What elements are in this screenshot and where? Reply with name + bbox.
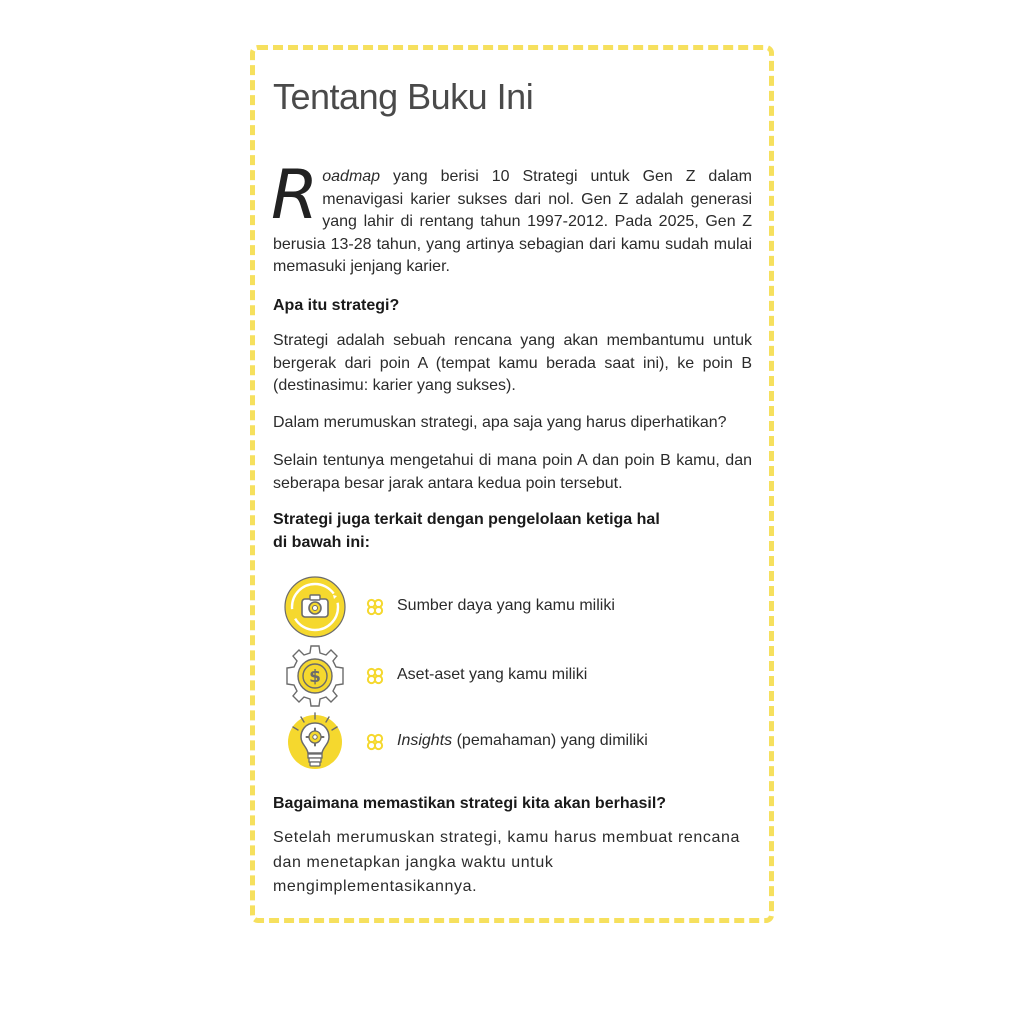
question-what-is-strategy: Apa itu strategi? bbox=[273, 297, 400, 314]
item-label-insights-rest: (pemahaman) yang dimiliki bbox=[452, 732, 648, 749]
list-item bbox=[273, 644, 752, 708]
intro-text: yang berisi 10 Strategi untuk Gen Z dalam menavigasi karier sukses dari nol. Gen Z adalah generasi yang lahir di rentang tahun 1997-2012. Pada 2025, Gen Z berusia 13-28 tahun, yang artinya sebagian dari kamu sudah mulai memasuki jenjang karier. bbox=[273, 168, 752, 276]
bullet-icon bbox=[366, 667, 384, 685]
dollar-gear-icon bbox=[283, 644, 347, 708]
question-considerations: Dalam merumuskan strategi, apa saja yang harus diperhatikan? bbox=[273, 414, 727, 431]
svg-text:$: $ bbox=[309, 667, 321, 687]
item-label-resources: Sumber daya yang kamu miliki bbox=[397, 597, 615, 614]
intro-paragraph bbox=[271, 156, 752, 279]
camera-cycle-icon bbox=[283, 575, 347, 639]
lightbulb-gear-icon bbox=[283, 710, 347, 774]
intro-italic-word: oadmap bbox=[322, 168, 381, 185]
closing-paragraph: Setelah merumuskan strategi, kamu harus membuat rencana dan menetapkan jangka waktu untuk mengimplementasikannya. bbox=[273, 829, 740, 895]
page-title: Tentang Buku Ini bbox=[273, 76, 534, 117]
strategy-heading-line1: Strategi juga terkait dengan pengelolaan ketiga hal bbox=[273, 511, 660, 528]
question-success: Bagaimana memastikan strategi kita akan berhasil? bbox=[273, 795, 667, 812]
strategy-heading bbox=[273, 509, 752, 554]
strategy-definition: Strategi adalah sebuah rencana yang akan membantumu untuk bergerak dari poin A (tempat kamu berada saat ini), ke poin B (destinasimu: karier yang sukses). bbox=[273, 332, 752, 395]
bullet-icon bbox=[366, 598, 384, 616]
item-label-insights-italic: Insights bbox=[397, 732, 453, 749]
item-label-insights bbox=[397, 730, 648, 752]
list-item bbox=[273, 710, 752, 774]
drop-cap: R bbox=[271, 156, 319, 235]
list-item bbox=[273, 575, 752, 639]
item-label-assets: Aset-aset yang kamu miliki bbox=[397, 666, 588, 683]
considerations-answer: Selain tentunya mengetahui di mana poin A dan poin B kamu, dan seberapa besar jarak antara kedua poin tersebut. bbox=[273, 452, 752, 492]
strategy-heading-line2: di bawah ini: bbox=[273, 533, 370, 551]
bullet-icon bbox=[366, 733, 384, 751]
